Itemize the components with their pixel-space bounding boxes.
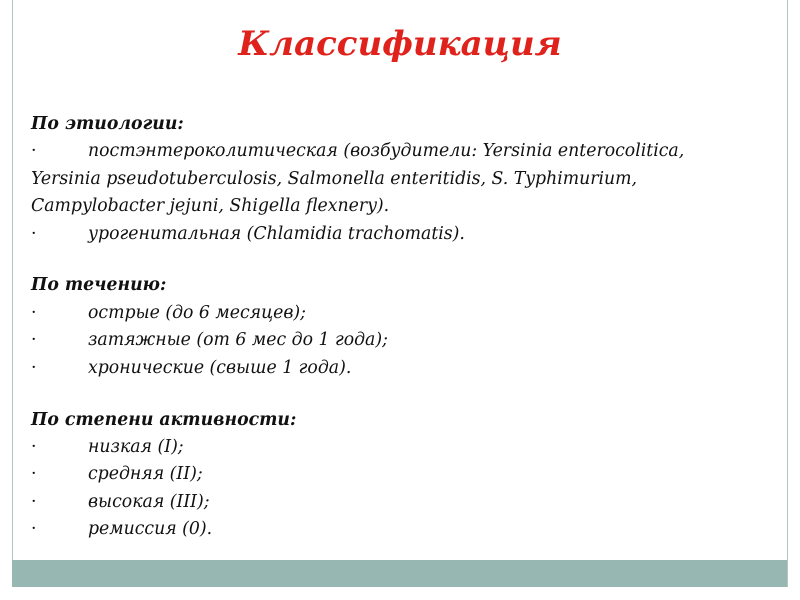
bullet-icon: · (31, 357, 37, 378)
list-item (31, 461, 781, 488)
list-item-text: острые (до 6 месяцев); (88, 302, 306, 323)
section-heading-course: По течению: (31, 275, 167, 296)
bullet-icon: · (31, 519, 37, 540)
list-item-text: ремиссия (0). (88, 519, 213, 540)
bullet-icon: · (31, 141, 37, 162)
list-item-text: хронические (свыше 1 года). (88, 357, 352, 378)
list-item-text: затяжные (от 6 мес до 1 года); (88, 330, 388, 351)
section-spacer (31, 248, 781, 273)
slide-title: Классификация (238, 24, 562, 64)
list-item-continuation: Campylobacter jejuni, Shigella flexnery). (31, 196, 390, 217)
section-spacer (31, 382, 781, 407)
list-item-continuation: Yersinia pseudotuberculosis, Salmonella enteritidis, S. Typhimurium, (31, 168, 638, 189)
section-heading-activity: По степени активности: (31, 409, 297, 430)
list-item-text: средняя (II); (88, 464, 203, 485)
bullet-icon: · (31, 464, 37, 485)
list-item (31, 300, 781, 327)
bullet-icon: · (31, 223, 37, 244)
list-item (31, 221, 781, 248)
section-heading-etiology: По этиологии: (31, 114, 184, 134)
bullet-icon: · (31, 491, 37, 512)
slide-content (31, 111, 781, 543)
list-item (31, 355, 781, 382)
bullet-icon: · (31, 436, 37, 457)
list-item (31, 489, 781, 516)
list-item (31, 434, 781, 461)
bullet-icon: · (31, 330, 37, 351)
slide-footer-bar (12, 560, 787, 587)
list-item (31, 327, 781, 354)
list-item (31, 138, 781, 165)
list-item-text: урогенитальная (Chlamidia trachomatis). (88, 223, 465, 244)
bullet-icon: · (31, 302, 37, 323)
list-item-text: низкая (I); (88, 436, 184, 457)
list-item-text: высокая (III); (88, 491, 210, 512)
list-item (31, 516, 781, 543)
list-item-text: постэнтероколитическая (возбудители: Yersinia enterocolitica, (88, 141, 685, 162)
